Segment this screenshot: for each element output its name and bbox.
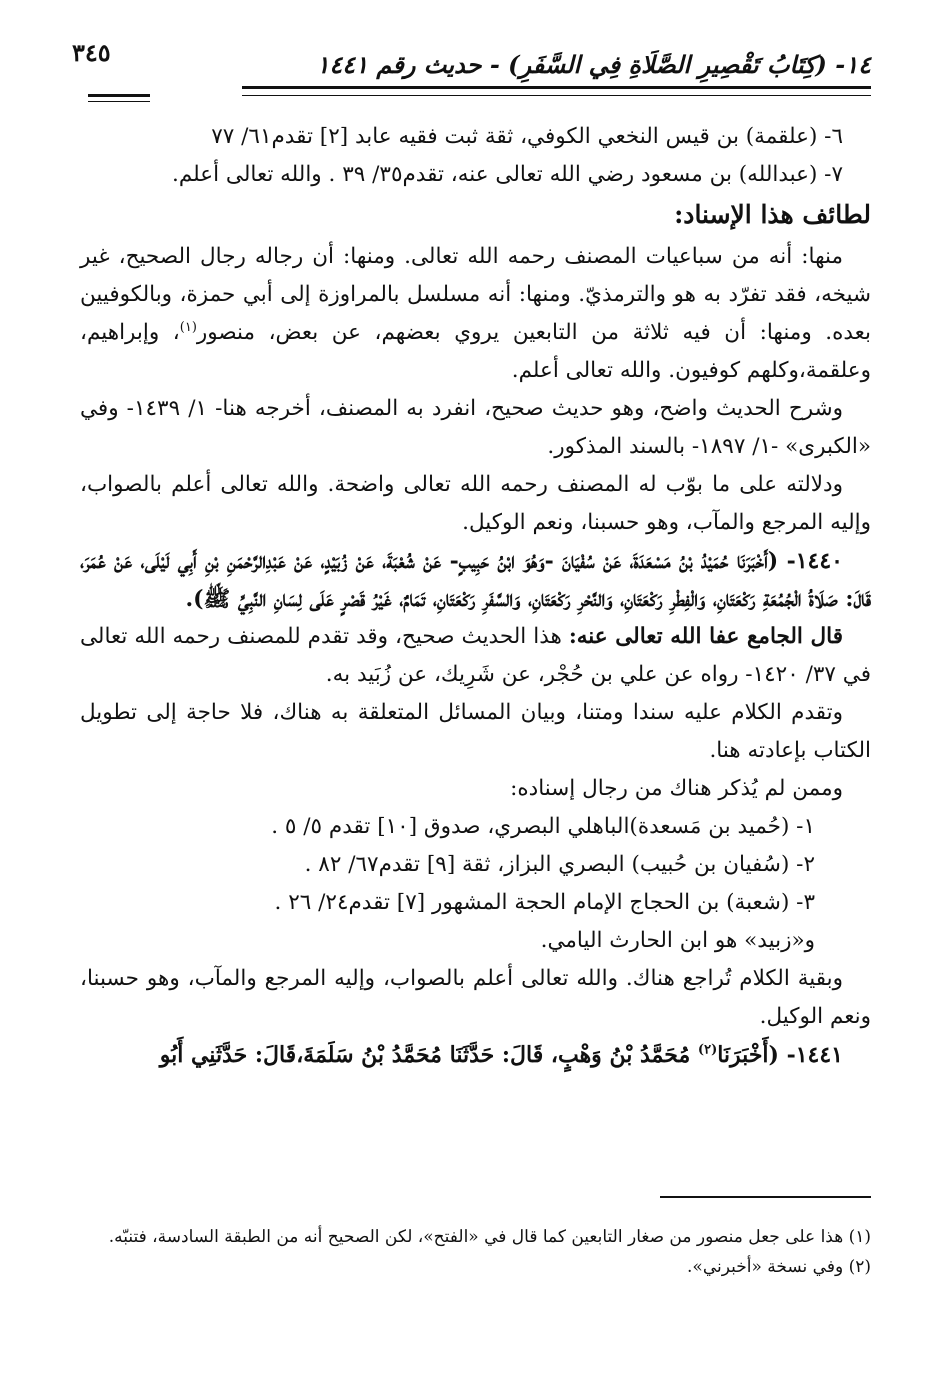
footnote-rule (660, 1196, 871, 1198)
footnote-marker: (٢) (697, 1042, 718, 1058)
page-number-rule (88, 94, 150, 102)
hadith-1441-rest: مُحَمَّدُ بْنُ وَهْبٍ، قَالَ: حَدَّثَنَا مُحَمَّدُ بْنُ سَلَمَةَ،قَالَ: حَدَّثَنِي أَبُو (159, 1042, 698, 1068)
hadith-1440: ١٤٤٠- (أَخْبَرَنَا حُمَيْدُ بْنُ مَسْعَدَةَ، عَنْ سُفْيَانَ -وَهُوَ ابْنُ حَبِيبٍ- عَنْ شُعْبَةَ، عَنْ زُبَيْدٍ، عَنْ عَبْدِالرَّحْمَنِ بْنِ أَبِي لَيْلَى، عَنْ عُمَرَ، قَالَ: صَلَاةُ الْجُمُعَةِ رَكْعَتَانِ، وَالْفِطْرِ رَكْعَتَانِ، وَالنَّحْرِ رَكْعَتَانِ، وَالسَّفَرِ رَكْعَتَانِ، تَمَامٌ، غَيْرُ قَصْرٍ عَلَى لِسَانِ النَّبِيِّ ﷺ). (80, 548, 871, 612)
footnotes (80, 1222, 871, 1282)
lataif-text-end: ، وإبراهيم، وعلقمة،وكلهم كوفيون. والله تعالى أعلم. (80, 320, 871, 383)
footnote-marker: (١) (179, 319, 197, 335)
main-text (80, 118, 871, 1074)
narrator-entry: ٧- (عبدالله) بن مسعود رضي الله تعالى عنه، تقدم٣٥/ ٣٩ . والله تعالى أعلم. (172, 162, 843, 187)
running-header (80, 48, 871, 88)
narrator-entry: ٣- (شعبة) بن الحجاج الإمام الحجة المشهور [٧] تقدم٢٤/ ٢٦ . (274, 890, 815, 915)
lataif-paragraph (80, 238, 871, 390)
section-heading: لطائف هذا الإسناد: (674, 200, 871, 229)
commentary-paragraph (80, 618, 871, 694)
conclusion-paragraph: ودلالته على ما بوّب له المصنف رحمه الله تعالى واضحة. والله تعالى أعلم بالصواب، وإليه المرجع والمآب، وهو حسبنا، ونعم الوكيل. (80, 472, 871, 535)
narrator-entry: ٢- (سُفيان بن حُبيب) البصري البزاز، ثقة [٩] تقدم٦٧/ ٨٢ . (304, 852, 815, 877)
footnote-2: (٢) وفي نسخة «أخبرني». (687, 1257, 871, 1277)
narrator-entry: ١- (حُميد بن مَسعدة)الباهلي البصري، صدوق [١٠] تقدم ٥/ ٥ . (271, 814, 815, 839)
commentary-text: هذا الحديث صحيح، وقد تقدم للمصنف رحمه الله تعالى في ٣٧/ ١٤٢٠- رواه عن علي بن حُجْر، عن شَرِيك، عن زُبَيد به. (80, 624, 871, 687)
hadith-1441-start: ١٤٤١- (أَخْبَرَنَا (717, 1042, 843, 1068)
lataif-text: منها: أنه من سباعيات المصنف رحمه الله تعالى. ومنها: أن رجاله رجال الصحيح، غير شيخه، فقد تفرّد به هو والترمذيّ. ومنها: أنه مسلسل بالمراوزة إلى أبي حمزة، وبالكوفيين بعده. ومنها: أن فيه ثلاثة من التابعين يروي بعضهم، عن بعض، منصور (80, 244, 871, 345)
commentary-paragraph: وممن لم يُذكر هناك من رجال إسناده: (510, 776, 843, 801)
explanation-paragraph: وشرح الحديث واضح، وهو حديث صحيح، انفرد به المصنف، أخرجه هنا- ١/ ١٤٣٩- وفي «الكبرى» -١/ ١٨٩٧- بالسند المذكور. (80, 396, 871, 459)
commentary-paragraph: وتقدم الكلام عليه سندا ومتنا، وبيان المسائل المتعلقة به هناك، فلا حاجة إلى تطويل الكتاب بإعادته هنا. (80, 700, 871, 763)
footnote-1: (١) هذا على جعل منصور من صغار التابعين كما قال في «الفتح»، لكن الصحيح أنه من الطبقة السادسة، فتنبّه. (108, 1227, 871, 1247)
page-number: ٣٤٥ (72, 38, 111, 67)
hadith-1441 (80, 1036, 871, 1074)
header-title: ١٤- (كِتَابُ تَقْصِيرِ الصَّلَاةِ فِي السَّفَرِ) - حديث رقم ١٤٤١ (316, 50, 871, 79)
commentary-lead: قال الجامع عفا الله تعالى عنه: (568, 624, 843, 649)
header-rule (242, 86, 871, 96)
closing-paragraph: وبقية الكلام تُراجع هناك. والله تعالى أعلم بالصواب، وإليه المرجع والمآب، وهو حسبنا، ونعم الوكيل. (80, 966, 871, 1029)
narrator-entry: ٦- (علقمة) بن قيس النخعي الكوفي، ثقة ثبت فقيه عابد [٢] تقدم٦١/ ٧٧ (211, 124, 843, 149)
narrator-note: و«زبيد» هو ابن الحارث اليامي. (540, 928, 815, 953)
